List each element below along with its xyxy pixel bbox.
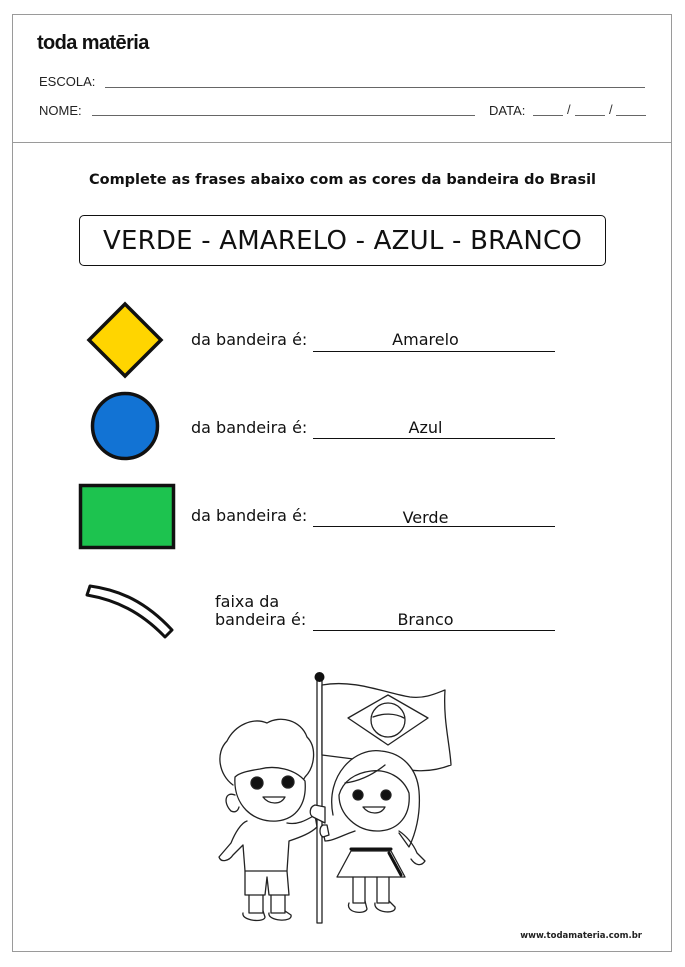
date-separator: / — [567, 102, 571, 117]
date-month-field[interactable] — [575, 115, 605, 116]
answer-field-4[interactable] — [313, 630, 555, 631]
children-flag-illustration — [205, 665, 460, 930]
pole-finial-icon — [315, 672, 325, 682]
rectangle-icon — [78, 483, 176, 550]
question-label-4-line2: bandeira é: — [215, 610, 307, 629]
nome-field[interactable] — [92, 115, 475, 116]
diamond-icon — [86, 301, 164, 379]
answer-text-3: Verde — [402, 508, 449, 527]
word-bank-box — [79, 215, 606, 266]
header-divider — [12, 142, 672, 143]
instruction-heading: Complete as frases abaixo com as cores da bandeira do Brasil — [88, 172, 597, 188]
answer-text-2: Azul — [408, 418, 443, 437]
escola-label: ESCOLA: — [39, 74, 96, 89]
escola-field[interactable] — [105, 87, 645, 88]
band-icon — [84, 580, 179, 642]
answer-text-4: Branco — [397, 610, 454, 629]
data-label: DATA: — [489, 103, 526, 118]
site-logo: toda matēria — [37, 32, 149, 54]
nome-label: NOME: — [39, 103, 82, 118]
question-label-1: da bandeira é: — [191, 330, 308, 349]
question-label-4-line1: faixa da — [215, 592, 280, 611]
question-label-2: da bandeira é: — [191, 418, 308, 437]
date-day-field[interactable] — [533, 115, 563, 116]
answer-field-1[interactable] — [313, 351, 555, 352]
word-bank-text: VERDE - AMARELO - AZUL - BRANCO — [103, 225, 582, 256]
question-label-3: da bandeira é: — [191, 506, 308, 525]
circle-icon — [89, 390, 161, 462]
date-year-field[interactable] — [616, 115, 646, 116]
date-separator: / — [609, 102, 613, 117]
footer-url[interactable]: www.todamateria.com.br — [520, 931, 642, 941]
answer-text-1: Amarelo — [392, 330, 459, 349]
answer-field-2[interactable] — [313, 438, 555, 439]
